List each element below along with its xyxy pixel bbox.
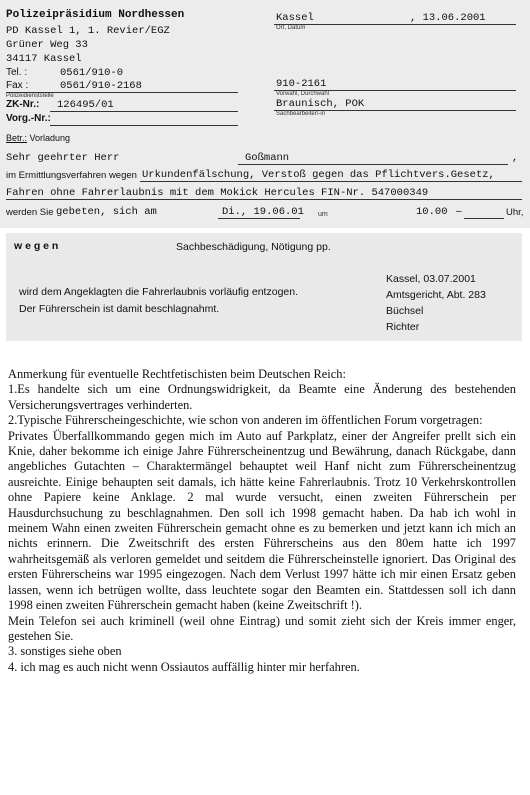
um-label: um xyxy=(318,211,328,218)
divider xyxy=(218,218,300,219)
summons-text: gebeten, sich am xyxy=(56,206,157,218)
extension-caption: Vorwahl, Durchwahl xyxy=(276,91,330,97)
fax-label: Fax : xyxy=(6,80,29,91)
summons-time: 10.00 xyxy=(416,206,448,218)
proceeding-value: Urkundenfälschung, Verstoß gegen das Pflichtvers.Gesetz, xyxy=(142,169,495,181)
judge-title: Richter xyxy=(386,321,420,333)
date: , 13.06.2001 xyxy=(410,12,486,24)
zk-label: ZK-Nr.: xyxy=(6,99,40,110)
court-notice-scan xyxy=(6,233,522,341)
extension: 910-2161 xyxy=(276,78,327,90)
city: 34117 Kassel xyxy=(6,53,82,65)
commentary-paragraph: 1.Es handelte sich um eine Ordnungswidrigkeit, da Beamte eine Änderung des bestehenden Versicherungsvertrages verhinderten. xyxy=(8,382,516,412)
place-date-caption: Ort, Datum xyxy=(276,25,306,31)
uhr-label: Uhr, xyxy=(506,207,524,218)
wegen-heading: w e g e n xyxy=(14,240,59,252)
divider xyxy=(464,218,504,219)
tel-label: Tel. : xyxy=(6,67,28,78)
summons-label: werden Sie xyxy=(6,207,54,218)
street: Grüner Weg 33 xyxy=(6,39,88,51)
recipient-name: Goßmann xyxy=(245,152,290,164)
commentary-paragraph: 3. sonstiges siehe oben xyxy=(8,644,122,659)
officer: Braunisch, POK xyxy=(276,98,365,110)
court-place-date: Kassel, 03.07.2001 xyxy=(386,273,476,285)
divider xyxy=(140,181,522,182)
judge-name: Büchsel xyxy=(386,305,424,317)
divider xyxy=(50,111,238,112)
subject-label: Betr.: Vorladung xyxy=(6,133,71,143)
divider xyxy=(6,199,522,200)
proceeding-value-2: Fahren ohne Fahrerlaubnis mit dem Mokick Hercules FIN-Nr. 547000349 xyxy=(6,187,429,199)
zk-value: 126495/01 xyxy=(57,99,114,111)
summons-date: Di., 19.06.01 xyxy=(222,206,304,218)
summons-scan xyxy=(0,0,530,228)
divider xyxy=(238,164,508,165)
vorg-label: Vorg.-Nr.: xyxy=(6,113,51,124)
commentary-paragraph: 4. ich mag es auch nicht wenn Ossiautos auffällig hinter mir herfahren. xyxy=(8,659,360,674)
officer-caption: Sachbearbeiter/-in xyxy=(276,111,326,117)
commentary-paragraph: Anmerkung für eventuelle Rechtfetischisten beim Deutschen Reich: xyxy=(8,367,346,381)
dash: – xyxy=(456,206,462,217)
seizure-line: Der Führerschein ist damit beschlagnahmt. xyxy=(19,303,220,315)
court-name: Amtsgericht, Abt. 283 xyxy=(386,289,486,301)
org-name: Polizeipräsidium Nordhessen xyxy=(6,9,185,21)
comma: , xyxy=(512,152,519,164)
commentary-paragraph: 2.Typische Führerscheingeschichte, wie schon von anderen im öffentlichen Forum vorgetragen: xyxy=(8,413,483,428)
postal-caption: Polizeidienststelle xyxy=(6,93,54,99)
proceeding-label: im Ermittlungsverfahren wegen xyxy=(6,170,137,181)
divider xyxy=(50,125,238,126)
commentary-paragraph: Mein Telefon sei auch kriminell (weil ohne Eintrag) und somit zieht sich der Kreis immer enger, gestehen Sie. xyxy=(8,613,516,643)
place: Kassel xyxy=(276,12,314,24)
revocation-line: wird dem Angeklagten die Fahrerlaubnis vorläufig entzogen. xyxy=(19,286,299,298)
dept: PD Kassel 1, 1. Revier/EGZ xyxy=(6,25,170,37)
fax-value: 0561/910-2168 xyxy=(60,80,142,92)
commentary xyxy=(8,367,516,675)
charge: Sachbeschädigung, Nötigung pp. xyxy=(176,241,331,253)
divider xyxy=(274,24,516,25)
commentary-paragraph: Privates Überfallkommando gegen mich im Auto auf Parkplatz, einer der Angreifer prellt sich ein Knie, daher bekomme ich einige Jahre Führerscheinentzug und Bewährung, danach Rückgabe, dann angebliches Gutachten – Charaktermängel behauptet weil Hanf nicht zum Führerscheinentzug ausreichte. Einige behaupten seit damals, ich hätte keine Fahrerlaubnis. Trotz 10 Verkehrskontrollen ohne Papiere keine Anklage. 2 mal wurde versucht, einen zweiten Führerschein per Hausdurchsuchung zu beschlagnahmen. Den soll ich 1998 gemacht haben. Da hab ich wohl in meinem Wahn einen zweiten Führerschein gemacht ohne es zu bemerken und jetzt kann ich mich an nichts erinnern. Die Zweitschrift des ersten Führerscheins aus den 80em hatte ich 1997 wahrheitsgemäß als verloren gemeldet und seitdem die Führerscheinstelle ignoriert. Das Original des ersten Führerscheins war 1995 eingezogen. Nach dem Verlust 1997 hätte ich mir einen Ersatz geben lassen, wenn ich betrügen wollte, dass leuchtete sogar den Beamten ein. Stattdessen soll ich dann 1998 einen zweiten Führerschein gemacht haben (keine Zweitschrift !). xyxy=(8,428,516,613)
tel-value: 0561/910-0 xyxy=(60,67,124,79)
salutation: Sehr geehrter Herr xyxy=(6,152,120,164)
